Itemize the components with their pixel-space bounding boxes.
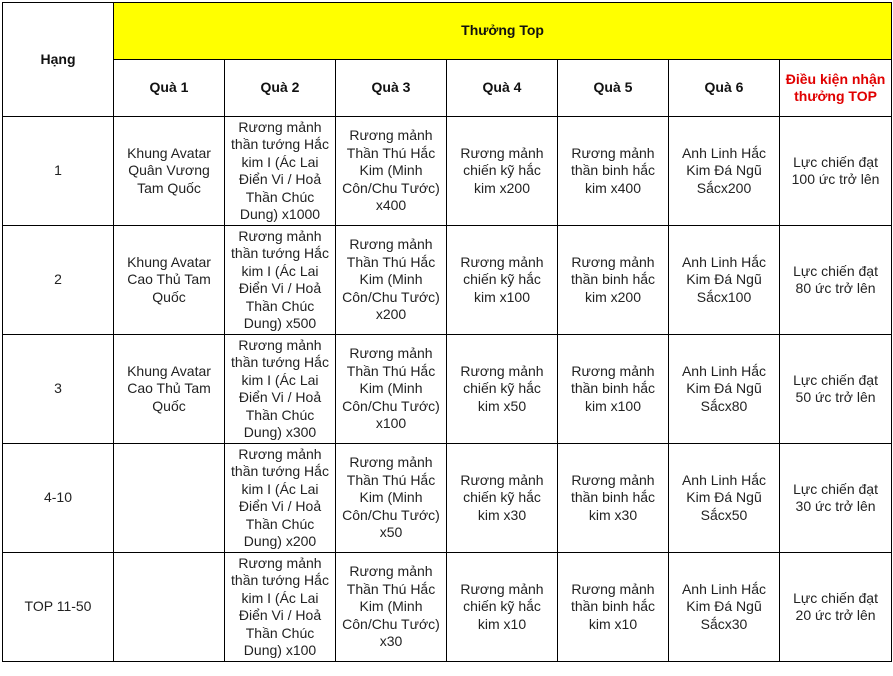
gift-1-cell xyxy=(114,444,225,553)
gift-2-cell: Rương mảnh thần tướng Hắc kim I (Ác Lai Điển Vi / Hoả Thần Chúc Dung) x100 xyxy=(225,553,336,662)
gift-4-cell: Rương mảnh chiến kỹ hắc kim x50 xyxy=(447,335,558,444)
condition-cell: Lực chiến đạt 30 ức trở lên xyxy=(780,444,892,553)
gift-1-header: Quà 1 xyxy=(114,60,225,117)
rank-cell: 2 xyxy=(3,226,114,335)
gift-3-cell: Rương mảnh Thần Thú Hắc Kim (Minh Côn/Chu Tước) x200 xyxy=(336,226,447,335)
gift-3-cell: Rương mảnh Thần Thú Hắc Kim (Minh Côn/Chu Tước) x400 xyxy=(336,117,447,226)
top-reward-table xyxy=(2,2,892,662)
header-row-top xyxy=(3,3,892,60)
condition-cell: Lực chiến đạt 80 ức trở lên xyxy=(780,226,892,335)
gift-3-cell: Rương mảnh Thần Thú Hắc Kim (Minh Côn/Chu Tước) x30 xyxy=(336,553,447,662)
gift-2-cell: Rương mảnh thần tướng Hắc kim I (Ác Lai Điển Vi / Hoả Thần Chúc Dung) x200 xyxy=(225,444,336,553)
rank-header: Hạng xyxy=(3,3,114,117)
gift-6-cell: Anh Linh Hắc Kim Đá Ngũ Sắcx50 xyxy=(669,444,780,553)
header-row-gifts xyxy=(3,60,892,117)
table-row xyxy=(3,553,892,662)
rank-cell: TOP 11-50 xyxy=(3,553,114,662)
gift-4-header: Quà 4 xyxy=(447,60,558,117)
top-reward-header: Thưởng Top xyxy=(114,3,892,60)
gift-5-cell: Rương mảnh thần binh hắc kim x100 xyxy=(558,335,669,444)
gift-3-cell: Rương mảnh Thần Thú Hắc Kim (Minh Côn/Chu Tước) x50 xyxy=(336,444,447,553)
gift-1-cell: Khung Avatar Quân Vương Tam Quốc xyxy=(114,117,225,226)
rank-cell: 1 xyxy=(3,117,114,226)
gift-1-cell: Khung Avatar Cao Thủ Tam Quốc xyxy=(114,226,225,335)
rank-cell: 4-10 xyxy=(3,444,114,553)
gift-4-cell: Rương mảnh chiến kỹ hắc kim x200 xyxy=(447,117,558,226)
gift-3-header: Quà 3 xyxy=(336,60,447,117)
gift-6-header: Quà 6 xyxy=(669,60,780,117)
gift-4-cell: Rương mảnh chiến kỹ hắc kim x30 xyxy=(447,444,558,553)
table-row xyxy=(3,444,892,553)
table-row xyxy=(3,117,892,226)
gift-6-cell: Anh Linh Hắc Kim Đá Ngũ Sắcx30 xyxy=(669,553,780,662)
gift-1-cell xyxy=(114,553,225,662)
gift-4-cell: Rương mảnh chiến kỹ hắc kim x10 xyxy=(447,553,558,662)
gift-4-cell: Rương mảnh chiến kỹ hắc kim x100 xyxy=(447,226,558,335)
gift-6-cell: Anh Linh Hắc Kim Đá Ngũ Sắcx100 xyxy=(669,226,780,335)
gift-5-cell: Rương mảnh thần binh hắc kim x10 xyxy=(558,553,669,662)
gift-5-cell: Rương mảnh thần binh hắc kim x30 xyxy=(558,444,669,553)
gift-1-cell: Khung Avatar Cao Thủ Tam Quốc xyxy=(114,335,225,444)
gift-2-header: Quà 2 xyxy=(225,60,336,117)
gift-2-cell: Rương mảnh thần tướng Hắc kim I (Ác Lai Điển Vi / Hoả Thần Chúc Dung) x500 xyxy=(225,226,336,335)
gift-2-cell: Rương mảnh thần tướng Hắc kim I (Ác Lai Điển Vi / Hoả Thần Chúc Dung) x300 xyxy=(225,335,336,444)
condition-cell: Lực chiến đạt 50 ức trở lên xyxy=(780,335,892,444)
table-row xyxy=(3,335,892,444)
condition-cell: Lực chiến đạt 20 ức trở lên xyxy=(780,553,892,662)
table-row xyxy=(3,226,892,335)
rank-cell: 3 xyxy=(3,335,114,444)
gift-5-header: Quà 5 xyxy=(558,60,669,117)
condition-header: Điều kiện nhận thưởng TOP xyxy=(780,60,892,117)
gift-6-cell: Anh Linh Hắc Kim Đá Ngũ Sắcx200 xyxy=(669,117,780,226)
gift-5-cell: Rương mảnh thần binh hắc kim x200 xyxy=(558,226,669,335)
condition-cell: Lực chiến đạt 100 ức trở lên xyxy=(780,117,892,226)
gift-2-cell: Rương mảnh thần tướng Hắc kim I (Ác Lai Điển Vi / Hoả Thần Chúc Dung) x1000 xyxy=(225,117,336,226)
gift-5-cell: Rương mảnh thần binh hắc kim x400 xyxy=(558,117,669,226)
gift-3-cell: Rương mảnh Thần Thú Hắc Kim (Minh Côn/Chu Tước) x100 xyxy=(336,335,447,444)
gift-6-cell: Anh Linh Hắc Kim Đá Ngũ Sắcx80 xyxy=(669,335,780,444)
